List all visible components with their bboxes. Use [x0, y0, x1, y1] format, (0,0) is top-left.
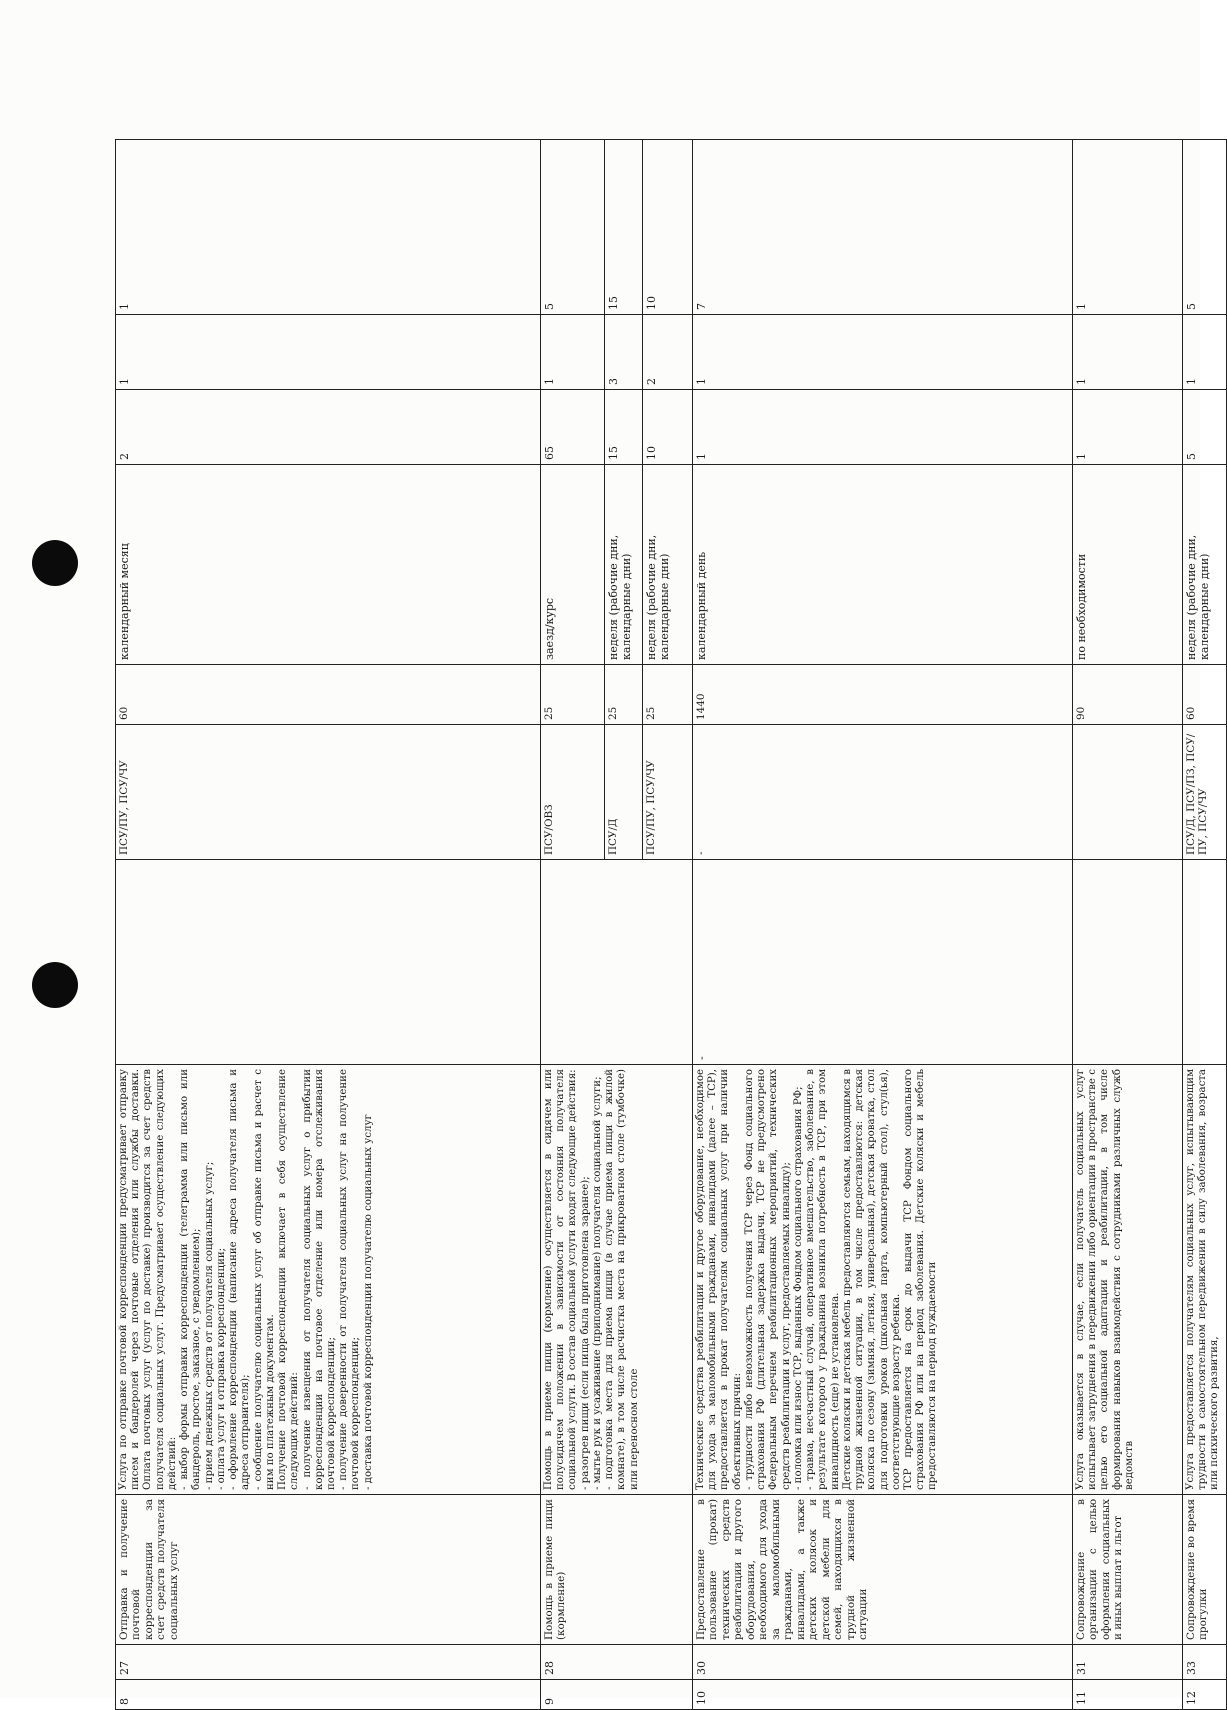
value-3: 15: [605, 140, 643, 315]
description-line: - поломка или износ ТСР, выданных Фондом социального страхования РФ;: [792, 1086, 804, 1490]
description-line: Получение почтовой корреспонденции включает в себя осуществление следующих действий:: [277, 1069, 301, 1490]
service-number: 8: [116, 1680, 541, 1710]
recipient-category: ПСУ/ПУ, ПСУ/ЧУ: [643, 725, 693, 860]
service-description: [541, 1065, 693, 1495]
description-line: - доставка почтовой корреспонденции получателю социальных услуг: [362, 1114, 374, 1490]
service-name: Помощь в приеме пищи (кормление): [541, 1495, 693, 1645]
service-code: 31: [1073, 1645, 1183, 1680]
value-3: 1: [116, 140, 541, 315]
value-2: 1: [116, 315, 541, 390]
recipient-category: ПСУ/ОВЗ: [541, 725, 605, 860]
value-1: 2: [116, 390, 541, 465]
value-1: 65: [541, 390, 605, 465]
value-1: 1: [693, 390, 1073, 465]
unit-of-service: календарный день: [693, 465, 1073, 665]
service-description: [1073, 1065, 1183, 1495]
time-norm: 25: [605, 665, 643, 725]
service-name: Сопровождение во время прогулки: [1183, 1495, 1227, 1645]
service-name: Сопровождение в организации с целью оформления социальных и иных выплат и льгот: [1073, 1495, 1183, 1645]
table-row: [116, 140, 541, 1710]
value-1: 10: [643, 390, 693, 465]
unit-of-service: неделя (рабочие дни, календарные дни): [643, 465, 693, 665]
value-2: 1: [1073, 315, 1183, 390]
value-3: 10: [643, 140, 693, 315]
time-norm: 25: [643, 665, 693, 725]
value-2: 1: [541, 315, 605, 390]
table-row: [693, 140, 1073, 1710]
service-condition: [116, 860, 541, 1065]
services-table: [115, 139, 1227, 1710]
table-row: [1073, 140, 1183, 1710]
description-line: - разогрев пищи (если пища была приготовлена заранее);: [579, 1176, 591, 1490]
service-description: [693, 1065, 1073, 1495]
service-name: Предоставление в пользование (прокат) технических средств реабилитации и другого оборудования, необходимого для ухода за маломобильными гражданами, инвалидами, а также детских колясок и детской мебели для семей, находящихся в трудной жизненной ситуации: [693, 1495, 1073, 1645]
value-1: 15: [605, 390, 643, 465]
unit-of-service: заезд/курс: [541, 465, 605, 665]
recipient-category: ПСУ/ПУ, ПСУ/ЧУ: [116, 725, 541, 860]
value-2: 1: [693, 315, 1073, 390]
service-condition: [1073, 860, 1183, 1065]
service-number: 10: [693, 1680, 1073, 1710]
value-2: 2: [643, 315, 693, 390]
description-line: ТСР предоставляется на срок до выдачи ТСР Фондом социального страхования РФ или на период заболевания. Детские коляски и мебель предоставляются на период нуждаемости: [902, 1069, 939, 1490]
punch-hole-lower: [32, 962, 78, 1008]
value-3: 7: [693, 140, 1073, 315]
time-norm: 60: [1183, 665, 1227, 725]
value-3: 5: [1183, 140, 1227, 315]
service-name: Отправка и получение почтовой корреспонденции за счет средств получателя социальных услуг: [116, 1495, 541, 1645]
service-number: 12: [1183, 1680, 1227, 1710]
unit-of-service: неделя (рабочие дни, календарные дни): [605, 465, 643, 665]
recipient-category: ПСУ/Д, ПСУ/ПЗ, ПСУ/ПУ, ПСУ/ЧУ: [1183, 725, 1227, 860]
service-description: [116, 1065, 541, 1495]
description-line: - травма, несчастный случай, оперативное вмешательство, заболевание, в результате которого у гражданина возникла потребность в ТСР, при этом инвалидность (еще) не установлена.: [805, 1069, 841, 1490]
description-line: - подготовка места для приема пищи (в случае приема пищи в жилой комнате), в том числе расчистка места на прикроватном столе (тумбочке) или переносном столе: [604, 1069, 640, 1490]
description-line: Услуга по отправке почтовой корреспонденции предусматривает отправку писем и бандеролей через почтовые отделения или службы доставки. Оплата почтовых услуг (услуг по доставке) производится за счет средств получателя социальных услуг. Предусматривает осуществление следующих действий:: [118, 1069, 178, 1490]
rotated-table-container: [115, 140, 1221, 1710]
unit-of-service: календарный месяц: [116, 465, 541, 665]
recipient-category: ПСУ/Д: [605, 725, 643, 860]
description-line: Технические средства реабилитации и другое оборудование, необходимое для ухода за маломобильными гражданами, инвалидами (далее – ТСР), предоставляется в прокат получателям социальных услуг при наличии объективных причин:: [695, 1069, 743, 1490]
service-condition: -: [693, 860, 1073, 1065]
description-line: Детские коляски и детская мебель предоставляются семьям, находящимся в трудной жизненной ситуации, в том числе предоставляются: детская коляска по сезону (зимняя, летняя, универсальная), детская кроватка, стол для подготовки уроков (школьная парта, компьютерный стол), стул(ья), соответствующие возрасту ребенка.: [841, 1069, 902, 1490]
description-line: - оформление корреспонденции (написание адреса получателя письма и адреса отправителя);: [228, 1069, 252, 1490]
unit-of-service: неделя (рабочие дни, календарные дни): [1183, 465, 1227, 665]
recipient-category: [1073, 725, 1183, 860]
service-code: 30: [693, 1645, 1073, 1680]
value-3: 5: [541, 140, 605, 315]
punch-hole-upper: [32, 540, 78, 586]
time-norm: 90: [1073, 665, 1183, 725]
description-line: - сообщение получателю социальных услуг об отправке письма и расчет с ним по платежным документам.: [252, 1069, 276, 1490]
service-code: 28: [541, 1645, 693, 1680]
time-norm: 60: [116, 665, 541, 725]
value-1: 5: [1183, 390, 1227, 465]
table-row: [1183, 140, 1227, 1710]
description-line: - трудности либо невозможность получения ТСР через Фонд социального страхования РФ (длительная задержка выдачи, ТСР не предусмотрено Федеральным перечнем реабилитационных мероприятий, технических средств реабилитации и услуг, предоставляемых инвалиду);: [743, 1069, 792, 1490]
recipient-category: -: [693, 725, 1073, 860]
service-number: 11: [1073, 1680, 1183, 1710]
time-norm: 1440: [693, 665, 1073, 725]
description-line: - получение доверенности от получателя социальных услуг на получение почтовой корреспонденции;: [338, 1069, 362, 1490]
description-line: - выбор формы отправки корреспонденции (телеграмма или письмо или бандероль, простое, заказное, с уведомлением);: [179, 1069, 203, 1490]
service-code: 33: [1183, 1645, 1227, 1680]
value-3: 1: [1073, 140, 1183, 315]
service-description: [1183, 1065, 1227, 1495]
description-line: - оплата услуг и отправка корреспонденции;: [215, 1247, 227, 1490]
description-line: - прием денежных средств от получателя социальных услуг;: [203, 1161, 215, 1490]
description-line: Услуга оказывается в случае, если получатель социальных услуг испытывает затруднения в передвижении либо ориентации в пространстве с целью его социальной адаптации и реабилитации, в том числе формирования навыков взаимодействия с сотрудниками различных служб ведомств: [1075, 1069, 1135, 1490]
service-condition: [541, 860, 693, 1065]
service-number: 9: [541, 1680, 693, 1710]
value-2: 3: [605, 315, 643, 390]
description-line: - получение извещения от получателя социальных услуг о прибытии корреспонденции на почтовое отделение или номера отслеживания почтовой корреспонденции;: [301, 1069, 337, 1490]
service-condition: [1183, 860, 1227, 1065]
table-row: [541, 140, 605, 1710]
value-2: 1: [1183, 315, 1227, 390]
service-code: 27: [116, 1645, 541, 1680]
time-norm: 25: [541, 665, 605, 725]
unit-of-service: по необходимости: [1073, 465, 1183, 665]
description-line: - мытье рук и усаживание (приподнимание) получателя социальной услуги;: [591, 1076, 603, 1490]
value-1: 1: [1073, 390, 1183, 465]
description-line: Помощь в приеме пищи (кормление) осуществляется в сидячем или полусидячем положении в зависимости от состояния получателя социальной услуги. В состав социальной услуги входят следующие действия:: [543, 1069, 579, 1490]
description-line: Услуга предоставляется получателям социальных услуг, испытывающим трудности в самостоятельном передвижении в силу заболевания, возраста или психического развития,: [1185, 1069, 1221, 1490]
